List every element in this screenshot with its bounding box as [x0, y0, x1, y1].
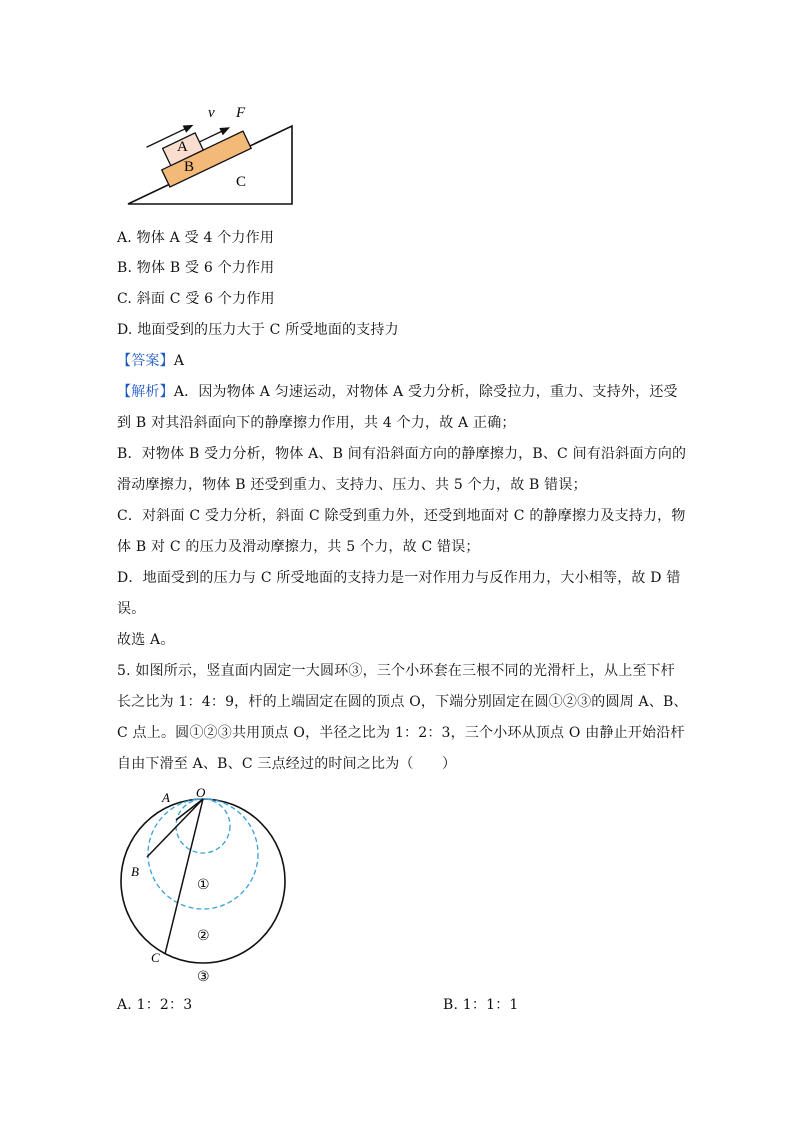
velocity-arrowhead: [183, 121, 195, 133]
answer-line: [117, 351, 677, 371]
label-circle-1: ①: [197, 877, 210, 893]
label-b: B: [131, 864, 139, 879]
analysis-line-6: 体 B 对 C 的压力及滑动摩擦力，共 5 个力，故 C 错误；: [117, 539, 480, 555]
q4-option-a: A. 物体 A 受 4 个力作用: [117, 230, 275, 246]
q4-option-d: D. 地面受到的压力大于 C 所受地面的支持力: [117, 322, 399, 338]
circles-figure: [120, 784, 300, 990]
analysis-line-7: D．地面受到的压力与 C 所受地面的支持力是一对作用力与反作用力，大小相等，故 D 错: [117, 570, 681, 586]
q5-option-b: B. 1：1：1: [443, 997, 519, 1013]
label-c: C: [151, 950, 160, 965]
analysis-conclusion: 故选 A。: [117, 632, 175, 648]
analysis-line-2: 到 B 对其沿斜面向下的静摩擦力作用，共 4 个力，故 A 正确；: [117, 415, 516, 431]
force-arrowhead: [219, 124, 231, 136]
q4-option-c: C. 斜面 C 受 6 个力作用: [117, 291, 275, 307]
q5-line-2: 长之比为 1：4：9，杆的上端固定在圆的顶点 O，下端分别固定在圆①②③的圆周 A、B、: [117, 694, 688, 710]
q5-line-4: 自由下滑至 A、B、C 三点经过的时间之比为（ ）: [117, 756, 457, 772]
answer-label: 【答案】: [117, 353, 174, 369]
force-arrow: [199, 130, 224, 142]
analysis-label: 【解析】: [117, 384, 174, 400]
analysis-line-8: 误。: [117, 601, 146, 617]
incline-figure: [120, 100, 310, 212]
q5-option-a: A. 1：2：3: [117, 997, 193, 1013]
analysis-line-5: C．对斜面 C 受力分析，斜面 C 除受到重力外，还受到地面对 C 的静摩擦力及支持力，物: [117, 508, 686, 524]
label-v: v: [208, 105, 215, 121]
label-a: A: [162, 790, 170, 805]
q4-option-b: B. 物体 B 受 6 个力作用: [117, 260, 275, 276]
answer-value: A: [173, 353, 185, 369]
label-f: F: [236, 105, 246, 121]
label-c: C: [236, 174, 247, 190]
label-a: A: [177, 139, 188, 155]
label-o: O: [196, 785, 206, 800]
analysis-line-3: B．对物体 B 受力分析，物体 A、B 间有沿斜面方向的静摩擦力，B、C 间有沿斜面方向的: [117, 446, 687, 462]
label-b: B: [184, 159, 195, 175]
label-circle-3: ③: [197, 969, 210, 985]
analysis-line-4: 滑动摩擦力，物体 B 还受到重力、支持力、压力、共 5 个力，故 B 错误；: [117, 477, 587, 493]
q5-line-3: C 点上。圆①②③共用顶点 O，半径之比为 1：2：3，三个小环从顶点 O 由静止开始沿杆: [117, 725, 685, 741]
label-circle-2: ②: [197, 928, 210, 944]
analysis-text-1: A．因为物体 A 匀速运动，对物体 A 受力分析，除受拉力，重力、支持外，还受: [173, 384, 678, 400]
circle-1: [176, 799, 230, 853]
analysis-line-1: [117, 382, 677, 402]
rod-ob: [147, 799, 203, 857]
q5-line-1: 5. 如图所示，竖直面内固定一大圆环③，三个小环套在三根不同的光滑杆上，从上至下杆: [117, 663, 676, 679]
